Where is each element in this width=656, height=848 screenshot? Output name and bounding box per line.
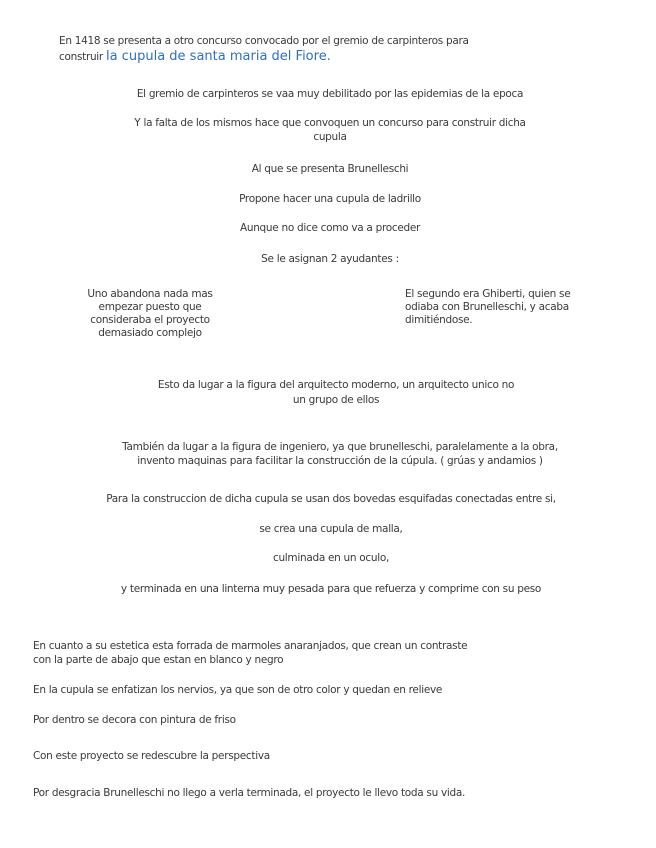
centered-line-brunelleschi: Al que se presenta Brunelleschi [251, 163, 409, 175]
aesthetics-line-marmoles: En cuanto a su estetica esta forrada de marmoles anaranjados, que crean un contraste [33, 640, 468, 652]
helper-right-line: El segundo era Ghiberti, quien se [405, 288, 571, 300]
highlight-cupula-santa-maria: la cupula de santa maria del Fiore. [106, 49, 331, 64]
intro-line-1: En 1418 se presenta a otro concurso convocado por el gremio de carpinteros para [59, 35, 469, 47]
construction-line-malla: se crea una cupula de malla, [259, 523, 403, 535]
helper-left-line: empezar puesto que [98, 301, 202, 313]
construction-line-bovedas: Para la construccion de dicha cupula se usan dos bovedas esquifadas conectadas entre si, [106, 493, 556, 505]
intro-prefix: construir [59, 51, 103, 63]
aesthetics-line-blanco-negro: con la parte de abajo que estan en blanco y negro [33, 654, 284, 666]
aesthetics-line-friso: Por dentro se decora con pintura de friso [33, 714, 236, 726]
aesthetics-line-desgracia: Por desgracia Brunelleschi no llego a verla terminada, el proyecto le llevo toda su vida. [33, 787, 466, 799]
centered-line-ayudantes: Se le asignan 2 ayudantes : [261, 253, 399, 265]
helper-left-line: consideraba el proyecto [90, 314, 210, 326]
centered-line-cupula: cupula [313, 131, 347, 143]
centered-line-ladrillo: Propone hacer una cupula de ladrillo [239, 193, 421, 205]
architect-line-2: un grupo de ellos [292, 394, 380, 406]
architect-line-1: Esto da lugar a la figura del arquitecto moderno, un arquitecto unico no [157, 379, 515, 391]
helper-left-line: Uno abandona nada mas [87, 288, 213, 300]
construction-line-linterna: y terminada en una linterna muy pesada para que refuerza y comprime con su peso [120, 583, 542, 595]
centered-line-gremio: El gremio de carpinteros se vaa muy debilitado por las epidemias de la epoca [136, 88, 524, 100]
aesthetics-line-perspectiva: Con este proyecto se redescubre la perspectiva [33, 750, 270, 762]
construction-line-oculo: culminada en un oculo, [272, 552, 390, 564]
aesthetics-line-nervios: En la cupula se enfatizan los nervios, ya que son de otro color y quedan en relieve [33, 684, 443, 696]
intro-line-2 [59, 50, 331, 64]
helper-left-line: demasiado complejo [98, 327, 202, 339]
centered-line-proceder: Aunque no dice como va a proceder [239, 222, 421, 234]
engineer-line-1: También da lugar a la figura de ingeniero, ya que brunelleschi, paralelamente a la obra, [122, 441, 558, 453]
helper-right-line: odiaba con Brunelleschi, y acaba [405, 301, 569, 313]
engineer-line-2: invento maquinas para facilitar la construcción de la cúpula. ( grúas y andamios ) [137, 455, 543, 467]
centered-line-falta: Y la falta de los mismos hace que convoquen un concurso para construir dicha [134, 117, 526, 129]
helper-right-line: dimitiéndose. [405, 314, 473, 326]
